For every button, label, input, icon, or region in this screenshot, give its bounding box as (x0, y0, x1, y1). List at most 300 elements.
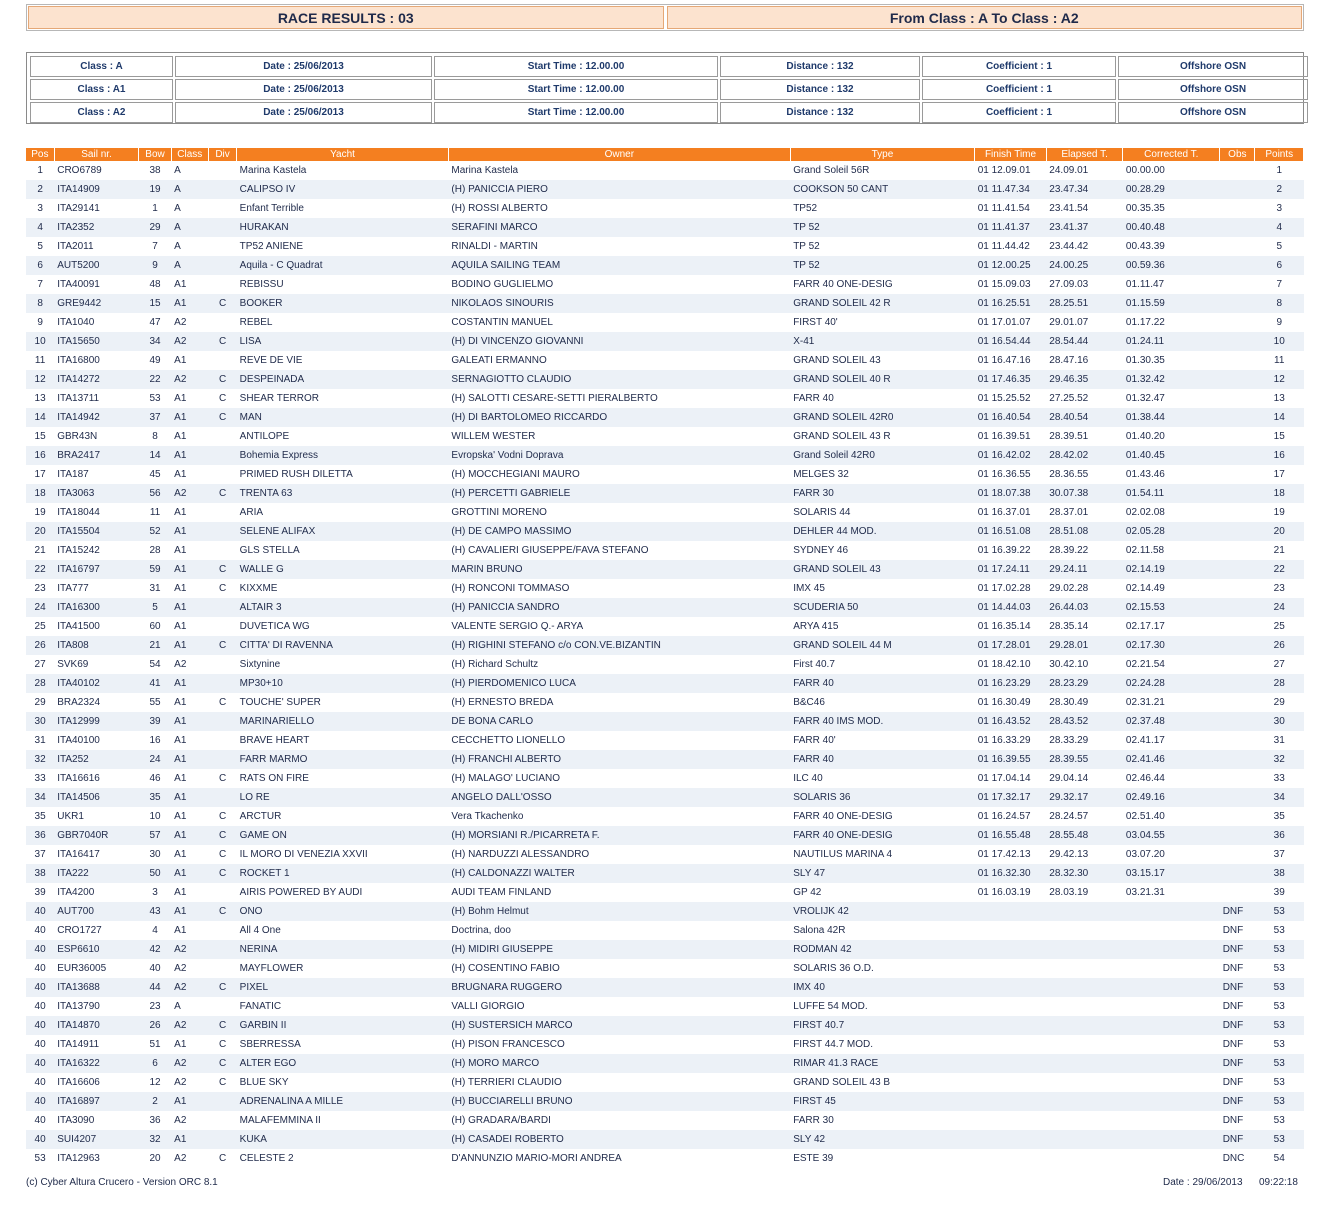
cell-points: 6 (1255, 256, 1304, 275)
cell-yacht: LISA (237, 332, 449, 351)
cell-yacht: REBISSU (239, 279, 284, 290)
cell-owner: WILLEM WESTER (451, 431, 536, 442)
cell-elapsed-time: 29.01.07 (1049, 317, 1089, 328)
cell-class: A1 (171, 446, 208, 465)
cell-type: GRAND SOLEIL 42 R (790, 294, 975, 313)
cell-yacht: AIRIS POWERED BY AUDI (239, 887, 363, 898)
cell-sail-nr: ITA41500 (57, 621, 100, 632)
cell-pos: 8 (26, 294, 54, 313)
cell-sail-nr: ITA14506 (54, 788, 139, 807)
cell-finish-time: 01 15.09.03 (977, 279, 1031, 290)
cell-corrected-time: 02.15.53 (1123, 598, 1220, 617)
cell-class: A1 (174, 507, 187, 518)
cell-owner: VALLI GIORGIO (451, 1001, 525, 1012)
cell-sail-nr: ITA40102 (54, 674, 139, 693)
cell-obs (1220, 769, 1255, 788)
cell-pos: 40 (34, 1001, 46, 1012)
cell-owner: (H) CASADEI ROBERTO (448, 1130, 790, 1149)
cell-type: COOKSON 50 CANT (790, 180, 975, 199)
cell-class: A (171, 218, 208, 237)
cell-corrected-time: 02.02.08 (1125, 507, 1165, 518)
cell-owner: Vera Tkachenko (451, 811, 524, 822)
cell-corrected-time (1123, 997, 1220, 1016)
cell-pos: 40 (26, 940, 54, 959)
table-row (26, 693, 1304, 712)
cell-bow: 5 (139, 598, 171, 617)
cell-corrected-time: 01.40.45 (1123, 446, 1220, 465)
info-coefficient: Coefficient : 1 (922, 79, 1116, 100)
cell-corrected-time: 01.54.11 (1123, 484, 1220, 503)
cell-div: C (208, 636, 236, 655)
cell-div (208, 427, 236, 446)
cell-elapsed-time: 28.40.54 (1046, 408, 1123, 427)
cell-sail-nr: ITA16616 (57, 773, 100, 784)
cell-class: A1 (171, 598, 208, 617)
cell-obs (1220, 655, 1255, 674)
cell-elapsed-time (1046, 1073, 1123, 1092)
cell-owner: D'ANNUNZIO MARIO-MORI ANDREA (451, 1153, 622, 1164)
cell-type: FIRST 44.7 MOD. (793, 1039, 874, 1050)
cell-yacht: All 4 One (239, 925, 281, 936)
cell-bow: 12 (149, 1077, 161, 1088)
cell-pos: 40 (34, 1039, 46, 1050)
col-header-corrected-time: Corrected T. (1123, 148, 1220, 161)
cell-finish-time: 01 16.55.48 (975, 826, 1047, 845)
cell-sail-nr: GBR7040R (54, 826, 139, 845)
cell-obs (1220, 674, 1255, 693)
col-header-yacht: Yacht (237, 148, 449, 161)
cell-bow: 7 (152, 241, 158, 252)
cell-finish-time: 01 17.42.13 (977, 849, 1031, 860)
cell-bow: 1 (152, 203, 158, 214)
cell-corrected-time: 02.17.30 (1123, 636, 1220, 655)
cell-div: C (218, 583, 227, 594)
table-row (26, 1092, 1304, 1111)
cell-points: 28 (1255, 674, 1304, 693)
table-row (26, 579, 1304, 598)
cell-div: C (218, 1039, 227, 1050)
cell-yacht: ROCKET 1 (237, 864, 449, 883)
cell-bow: 32 (139, 1130, 171, 1149)
cell-owner: AQUILA SAILING TEAM (448, 256, 790, 275)
cell-div: C (218, 849, 227, 860)
cell-obs (1220, 522, 1255, 541)
cell-corrected-time: 01.38.44 (1123, 408, 1220, 427)
cell-points: 53 (1273, 1039, 1285, 1050)
cell-yacht: MAYFLOWER (239, 963, 304, 974)
table-row (26, 807, 1304, 826)
cell-div: C (218, 1153, 227, 1164)
table-row (26, 1035, 1304, 1054)
cell-elapsed-time: 23.41.37 (1046, 218, 1123, 237)
cell-elapsed-time (1046, 1149, 1123, 1168)
cell-elapsed-time: 28.47.16 (1049, 355, 1089, 366)
table-row (26, 313, 1304, 332)
cell-sail-nr: ITA13790 (57, 1001, 100, 1012)
cell-bow: 48 (149, 279, 161, 290)
cell-div (208, 959, 236, 978)
cell-type: GRAND SOLEIL 42R0 (790, 408, 975, 427)
table-row (26, 275, 1304, 294)
cell-pos: 40 (26, 1092, 54, 1111)
cell-elapsed-time: 28.43.52 (1046, 712, 1123, 731)
cell-div: C (218, 393, 227, 404)
cell-class: A2 (174, 1115, 187, 1126)
cell-elapsed-time: 28.37.01 (1049, 507, 1089, 518)
info-start-time: Start Time : 12.00.00 (434, 79, 718, 100)
table-row (26, 731, 1304, 750)
cell-obs: DNF (1220, 902, 1255, 921)
cell-pos: 20 (26, 522, 54, 541)
cell-div (208, 617, 236, 636)
cell-type: SOLARIS 36 (790, 788, 975, 807)
cell-yacht: HURAKAN (237, 218, 449, 237)
cell-owner: (H) CAVALIERI GIUSEPPE/FAVA STEFANO (451, 545, 649, 556)
cell-class: A1 (171, 1130, 208, 1149)
cell-elapsed-time: 28.24.57 (1049, 811, 1089, 822)
table-row (26, 560, 1304, 579)
cell-class: A (174, 241, 181, 252)
cell-pos: 5 (37, 241, 43, 252)
cell-corrected-time: 00.59.36 (1123, 256, 1220, 275)
cell-div (208, 1092, 236, 1111)
cell-bow: 56 (139, 484, 171, 503)
cell-yacht: GARBIN II (237, 1016, 449, 1035)
cell-elapsed-time (1046, 1111, 1123, 1130)
info-class: Class : A1 (30, 79, 173, 100)
cell-type: IMX 40 (790, 978, 975, 997)
cell-elapsed-time: 29.46.35 (1046, 370, 1123, 389)
cell-finish-time: 01 16.43.52 (975, 712, 1047, 731)
cell-points: 36 (1255, 826, 1304, 845)
cell-sail-nr: ITA252 (54, 750, 139, 769)
cell-points: 39 (1273, 887, 1285, 898)
cell-points: 9 (1276, 317, 1283, 328)
cell-elapsed-time: 28.54.44 (1046, 332, 1123, 351)
cell-pos: 4 (26, 218, 54, 237)
cell-sail-nr: ITA15650 (54, 332, 139, 351)
table-row (26, 522, 1304, 541)
cell-class: A2 (171, 370, 208, 389)
cell-corrected-time: 00.43.39 (1125, 241, 1165, 252)
cell-obs (1220, 332, 1255, 351)
cell-pos: 40 (26, 1054, 54, 1073)
cell-pos: 53 (34, 1153, 46, 1164)
cell-owner: COSTANTIN MANUEL (451, 317, 553, 328)
cell-bow: 49 (149, 355, 161, 366)
cell-owner: GALEATI ERMANNO (451, 355, 547, 366)
cell-elapsed-time (1046, 921, 1123, 940)
cell-sail-nr: ITA4200 (57, 887, 95, 898)
table-row (26, 940, 1304, 959)
cell-corrected-time: 02.14.49 (1125, 583, 1165, 594)
cell-sail-nr: ITA187 (57, 469, 89, 480)
cell-pos: 40 (26, 978, 54, 997)
cell-sail-nr: ITA3063 (54, 484, 139, 503)
table-row (26, 161, 1304, 180)
cell-elapsed-time: 28.39.22 (1049, 545, 1089, 556)
cell-corrected-time: 03.21.31 (1125, 887, 1165, 898)
cell-points: 34 (1255, 788, 1304, 807)
cell-yacht: SHEAR TERROR (239, 393, 319, 404)
cell-points: 23 (1273, 583, 1285, 594)
cell-obs: DNF (1220, 1054, 1255, 1073)
cell-bow: 20 (149, 1153, 161, 1164)
info-date: Date : 25/06/2013 (175, 102, 432, 123)
cell-points: 53 (1255, 1016, 1304, 1035)
cell-obs (1220, 275, 1255, 294)
cell-pos: 40 (34, 925, 46, 936)
cell-pos: 29 (34, 697, 46, 708)
cell-obs (1220, 408, 1255, 427)
cell-pos: 40 (26, 1016, 54, 1035)
cell-obs (1220, 484, 1255, 503)
info-row (30, 79, 1308, 100)
cell-bow: 40 (149, 963, 161, 974)
cell-points: 19 (1273, 507, 1285, 518)
cell-bow: 57 (139, 826, 171, 845)
cell-obs (1220, 845, 1255, 864)
cell-pos: 40 (26, 1130, 54, 1149)
cell-yacht: MARINARIELLO (237, 712, 449, 731)
cell-sail-nr: GBR43N (57, 431, 98, 442)
cell-div (208, 256, 236, 275)
table-row (26, 978, 1304, 997)
cell-sail-nr: ITA16800 (57, 355, 100, 366)
table-row (26, 1073, 1304, 1092)
cell-owner: Doctrina, doo (451, 925, 511, 936)
cell-type: FARR 40' (793, 735, 836, 746)
table-row (26, 769, 1304, 788)
cell-div (208, 731, 236, 750)
cell-finish-time: 01 16.36.55 (977, 469, 1031, 480)
cell-yacht: CELESTE 2 (239, 1153, 294, 1164)
cell-corrected-time: 02.41.17 (1125, 735, 1165, 746)
cell-bow: 8 (152, 431, 158, 442)
race-title: RACE RESULTS : 03 (28, 6, 664, 29)
cell-owner: (H) BUCCIARELLI BRUNO (448, 1092, 790, 1111)
cell-class: A1 (174, 469, 187, 480)
cell-corrected-time: 03.15.17 (1123, 864, 1220, 883)
cell-elapsed-time: 29.04.14 (1049, 773, 1089, 784)
cell-type: NAUTILUS MARINA 4 (793, 849, 893, 860)
cell-finish-time: 01 16.24.57 (977, 811, 1031, 822)
cell-pos: 30 (26, 712, 54, 731)
cell-type: TP 52 (793, 241, 820, 252)
cell-elapsed-time: 23.44.42 (1049, 241, 1089, 252)
cell-finish-time: 01 11.47.34 (975, 180, 1047, 199)
cell-points: 11 (1274, 355, 1285, 366)
cell-yacht: RATS ON FIRE (239, 773, 309, 784)
cell-type: SLY 42 (790, 1130, 975, 1149)
footer-date: Date : 29/06/2013 (1163, 1177, 1243, 1188)
col-header-points: Points (1255, 148, 1304, 161)
table-row (26, 617, 1304, 636)
cell-finish-time (975, 1054, 1047, 1073)
cell-elapsed-time: 27.25.52 (1049, 393, 1089, 404)
cell-class: A1 (171, 864, 208, 883)
cell-points: 14 (1255, 408, 1304, 427)
cell-owner: (H) ERNESTO BREDA (451, 697, 554, 708)
cell-sail-nr: ITA29141 (57, 203, 100, 214)
cell-class: A (171, 256, 208, 275)
cell-div (208, 237, 236, 256)
cell-owner: (H) ROSSI ALBERTO (451, 203, 548, 214)
info-start-time: Start Time : 12.00.00 (434, 56, 718, 77)
cell-elapsed-time: 28.36.55 (1049, 469, 1089, 480)
table-row (26, 788, 1304, 807)
cell-points: 37 (1273, 849, 1285, 860)
cell-bow: 41 (139, 674, 171, 693)
cell-type: GRAND SOLEIL 43 (793, 355, 881, 366)
cell-yacht: Sixtynine (239, 659, 281, 670)
cell-finish-time: 01 16.32.30 (975, 864, 1047, 883)
cell-finish-time: 01 18.07.38 (975, 484, 1047, 503)
cell-class: A1 (171, 902, 208, 921)
cell-div (208, 655, 236, 674)
cell-pos: 34 (26, 788, 54, 807)
cell-finish-time: 01 16.25.51 (975, 294, 1047, 313)
cell-finish-time: 01 12.09.01 (977, 165, 1031, 176)
cell-points: 20 (1255, 522, 1304, 541)
cell-finish-time: 01 16.54.44 (975, 332, 1047, 351)
cell-elapsed-time: 28.23.29 (1046, 674, 1123, 693)
col-header-pos: Pos (26, 148, 54, 161)
cell-obs: DNF (1220, 978, 1255, 997)
cell-owner: BODINO GUGLIELMO (451, 279, 554, 290)
cell-sail-nr: ITA14272 (54, 370, 139, 389)
cell-class: A1 (174, 811, 187, 822)
cell-yacht: IL MORO DI VENEZIA XXVII (239, 849, 368, 860)
cell-bow: 39 (139, 712, 171, 731)
cell-pos: 23 (34, 583, 46, 594)
cell-points: 30 (1255, 712, 1304, 731)
cell-type: GRAND SOLEIL 43 B (793, 1077, 891, 1088)
cell-points: 38 (1255, 864, 1304, 883)
cell-pos: 28 (26, 674, 54, 693)
cell-finish-time: 01 18.42.10 (977, 659, 1031, 670)
cell-owner: (H) COSENTINO FABIO (451, 963, 560, 974)
cell-points: 1 (1276, 165, 1283, 176)
footer-time: 09:22:18 (1259, 1177, 1298, 1188)
cell-obs: DNF (1222, 1077, 1244, 1088)
cell-owner: GROTTINI MORENO (451, 507, 547, 518)
cell-points: 12 (1255, 370, 1304, 389)
cell-corrected-time (1123, 1149, 1220, 1168)
cell-obs (1220, 541, 1255, 560)
cell-bow: 43 (139, 902, 171, 921)
table-row (26, 256, 1304, 275)
cell-finish-time: 01 16.37.01 (977, 507, 1031, 518)
cell-corrected-time: 02.51.40 (1125, 811, 1165, 822)
cell-type: X-41 (790, 332, 975, 351)
cell-sail-nr: ITA777 (57, 583, 89, 594)
cell-pos: 9 (37, 317, 43, 328)
cell-points: 53 (1273, 925, 1285, 936)
col-header-obs: Obs (1220, 148, 1255, 161)
cell-finish-time: 01 17.24.11 (975, 560, 1047, 579)
cell-obs (1220, 617, 1255, 636)
cell-elapsed-time: 28.03.19 (1049, 887, 1089, 898)
cell-class: A1 (171, 712, 208, 731)
cell-yacht: ALTAIR 3 (237, 598, 449, 617)
table-row (26, 902, 1304, 921)
cell-pos: 6 (26, 256, 54, 275)
cell-type: SLY 47 (790, 864, 975, 883)
cell-class: A1 (174, 925, 187, 936)
cell-pos: 14 (26, 408, 54, 427)
cell-points: 32 (1255, 750, 1304, 769)
col-header-class: Class (171, 148, 208, 161)
cell-yacht: PRIMED RUSH DILETTA (239, 469, 353, 480)
cell-class: A2 (174, 659, 187, 670)
cell-corrected-time: 00.35.35 (1125, 203, 1165, 214)
info-coefficient: Coefficient : 1 (922, 102, 1116, 123)
cell-sail-nr: BRA2417 (54, 446, 139, 465)
cell-class: A1 (174, 697, 187, 708)
cell-yacht: DESPEINADA (237, 370, 449, 389)
cell-points: 21 (1273, 545, 1285, 556)
cell-elapsed-time: 29.32.17 (1046, 788, 1123, 807)
cell-elapsed-time: 30.07.38 (1046, 484, 1123, 503)
cell-class: A1 (171, 560, 208, 579)
cell-div (208, 541, 236, 560)
cell-pos: 27 (34, 659, 46, 670)
cell-corrected-time: 00.28.29 (1123, 180, 1220, 199)
cell-div (208, 997, 236, 1016)
cell-pos: 13 (34, 393, 46, 404)
cell-yacht: ARCTUR (239, 811, 282, 822)
cell-obs (1220, 579, 1255, 598)
cell-class: A1 (171, 788, 208, 807)
cell-points: 16 (1255, 446, 1304, 465)
cell-obs (1220, 465, 1255, 484)
cell-sail-nr: ITA15504 (54, 522, 139, 541)
cell-finish-time: 01 16.35.14 (977, 621, 1031, 632)
cell-class: A2 (171, 332, 208, 351)
cell-bow: 29 (139, 218, 171, 237)
cell-pos: 26 (26, 636, 54, 655)
cell-sail-nr: ITA12963 (57, 1153, 100, 1164)
info-class: Class : A (30, 56, 173, 77)
cell-pos: 35 (34, 811, 46, 822)
cell-points: 53 (1255, 902, 1304, 921)
cell-corrected-time (1123, 1092, 1220, 1111)
cell-obs: DNF (1222, 1001, 1244, 1012)
cell-type: TP52 (793, 203, 818, 214)
cell-yacht: TP52 ANIENE (239, 241, 304, 252)
cell-corrected-time (1123, 959, 1220, 978)
cell-corrected-time: 02.41.46 (1123, 750, 1220, 769)
info-distance: Distance : 132 (720, 56, 920, 77)
cell-pos: 17 (34, 469, 46, 480)
cell-finish-time: 01 16.39.51 (977, 431, 1031, 442)
cell-sail-nr: AUT700 (54, 902, 139, 921)
cell-owner: (H) RIGHINI STEFANO c/o CON.VE.BIZANTIN (448, 636, 790, 655)
cell-div: C (208, 370, 236, 389)
cell-type: LUFFE 54 MOD. (793, 1001, 868, 1012)
cell-div (208, 465, 236, 484)
table-row (26, 484, 1304, 503)
table-row (26, 826, 1304, 845)
cell-owner: RINALDI - MARTIN (451, 241, 538, 252)
cell-type: Grand Soleil 42R0 (790, 446, 975, 465)
cell-obs (1220, 636, 1255, 655)
cell-type: Grand Soleil 56R (793, 165, 870, 176)
cell-elapsed-time (1046, 1092, 1123, 1111)
cell-class: A2 (174, 1077, 187, 1088)
cell-corrected-time: 02.37.48 (1123, 712, 1220, 731)
